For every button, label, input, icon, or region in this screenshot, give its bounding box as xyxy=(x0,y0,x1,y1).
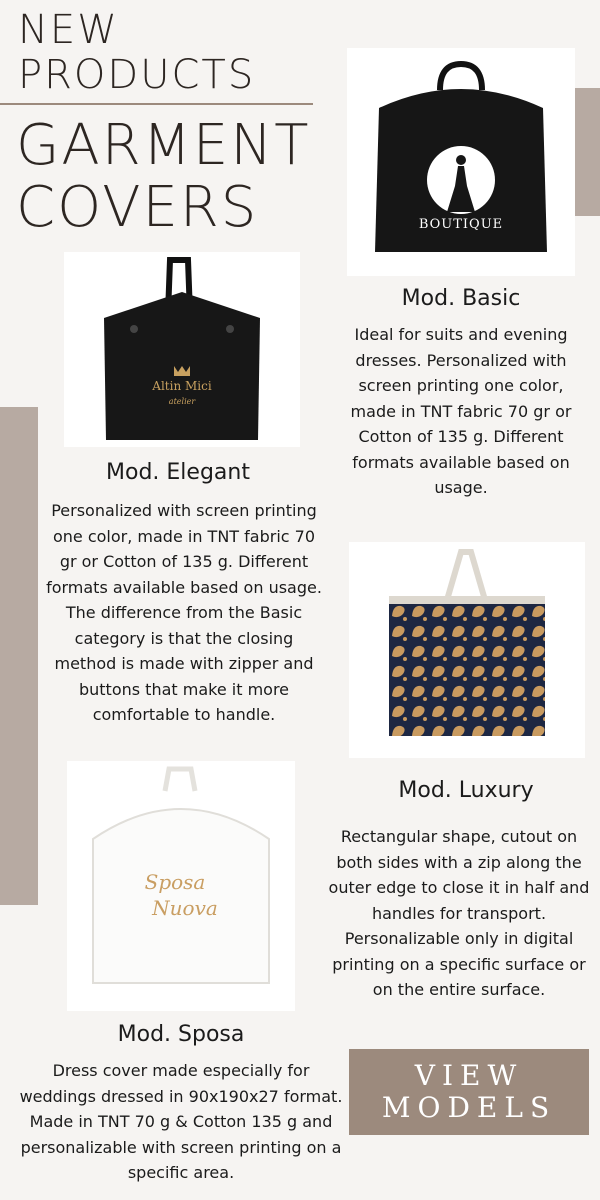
luxury-description: Rectangular shape, cutout on both sides with a zip along the outer edge to close it in half and handles for transport. Personalizable only in digital printing on a specific surface or on the entire surface. xyxy=(328,827,590,999)
elegant-garment-cover-image xyxy=(64,252,300,447)
heading-garment: GARMENT xyxy=(16,113,311,178)
elegant-bag-label: Altin Mici xyxy=(152,379,212,393)
view-models-line1: VIEW xyxy=(414,1059,524,1092)
luxury-garment-cover-image xyxy=(349,542,585,758)
basic-garment-cover-image xyxy=(347,48,575,276)
elegant-title: Mod. Elegant xyxy=(106,460,250,485)
basic-description: Ideal for suits and evening dresses. Personalized with screen printing one color, made in TNT fabric 70 gr or Cotton of 135 g. Different formats available based on usage. xyxy=(350,325,572,497)
heading-products: PRODUCTS xyxy=(18,52,256,98)
decorative-bar-right xyxy=(574,88,600,216)
basic-bag-label: BOUTIQUE xyxy=(418,217,504,232)
heading-new: NEW xyxy=(18,7,119,53)
sposa-bag-sublabel: Nuova xyxy=(152,896,218,920)
heading-divider xyxy=(0,103,313,105)
sposa-garment-cover-image xyxy=(67,761,295,1011)
view-models-line2: MODELS xyxy=(381,1091,557,1124)
luxury-title: Mod. Luxury xyxy=(398,778,534,803)
elegant-bag-sublabel: atelier xyxy=(168,397,196,406)
view-models-button[interactable] xyxy=(349,1049,589,1135)
sposa-bag-label: Sposa xyxy=(144,870,206,894)
heading-covers: COVERS xyxy=(16,175,259,240)
basic-title: Mod. Basic xyxy=(401,286,521,311)
decorative-bar-left xyxy=(0,407,38,905)
elegant-description: Personalized with screen printing one color, made in TNT fabric 70 gr or Cotton of 135 g. Different formats available based on usage. The difference from the Basic category is that the closing method is made with zipper and buttons that make it more comfortable to handle. xyxy=(46,501,322,724)
sposa-title: Mod. Sposa xyxy=(117,1022,245,1047)
sposa-description: Dress cover made especially for weddings dressed in 90x190x27 format. Made in TNT 70 g & Cotton 135 g and personalizable with screen printing on a specific area. xyxy=(19,1061,343,1182)
